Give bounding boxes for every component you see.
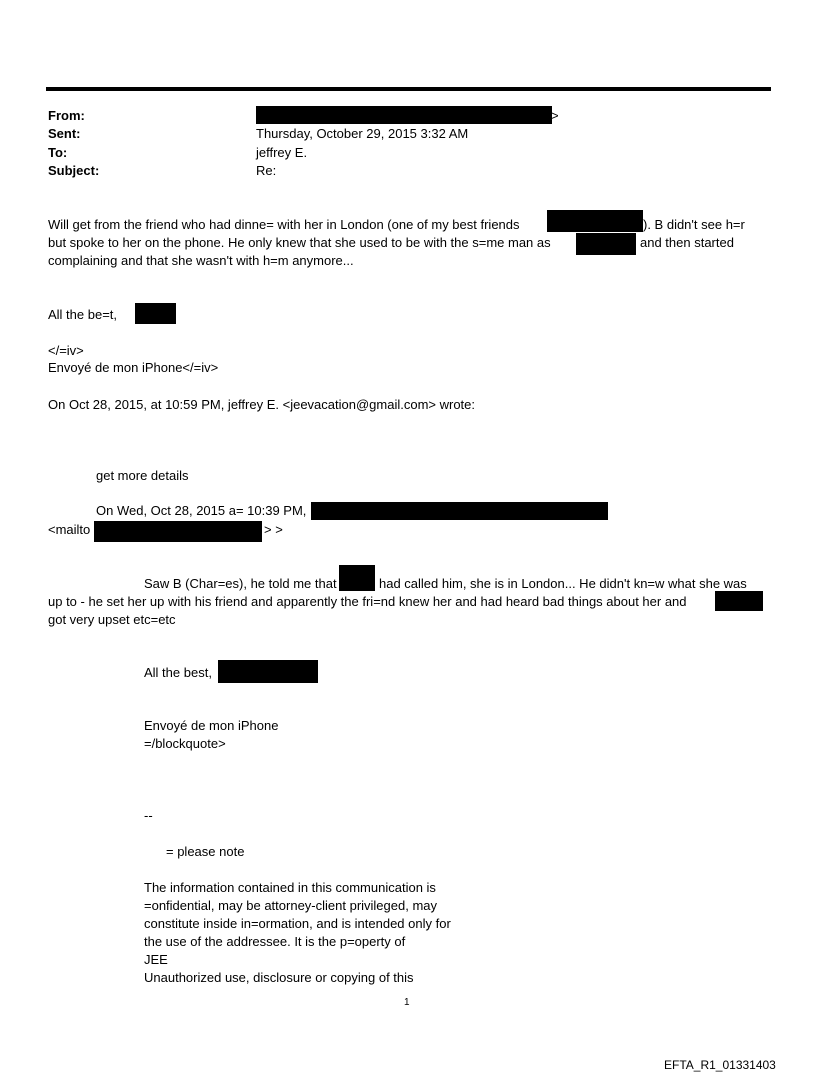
redaction-mailto xyxy=(94,521,262,542)
get-more-details: get more details xyxy=(96,468,189,483)
subject-value: Re: xyxy=(256,163,277,178)
redaction-signature-2 xyxy=(218,660,318,683)
blockquote-close: =/blockquote> xyxy=(144,736,226,751)
header-rule xyxy=(46,87,771,91)
mailto-line: <mailto xyxy=(48,522,91,537)
envoye-2: Envoyé de mon iPhone xyxy=(144,718,279,733)
from-suffix: > xyxy=(551,108,559,123)
redaction-friend xyxy=(547,210,643,232)
from-label: From: xyxy=(48,108,85,123)
signoff-1: All the be=t, xyxy=(48,307,118,322)
body-line-2a: but spoke to her on the phone. He only knew that she used to be with the s=me man as xyxy=(48,235,551,250)
document-id: EFTA_R1_01331403 xyxy=(664,1058,776,1072)
sent-label: Sent: xyxy=(48,126,81,141)
to-value: jeffrey E. xyxy=(256,145,308,160)
on-wed-line: On Wed, Oct 28, 2015 a= 10:39 PM, xyxy=(96,503,307,518)
disclaimer-line-1: The information contained in this communication is xyxy=(144,880,436,895)
quote-line-2a: up to - he set her up with his friend and apparently the fri=nd knew her and had heard bad things about her and xyxy=(48,594,687,609)
disclaimer-line-4: the use of the addressee. It is the p=operty of xyxy=(144,934,406,949)
body-line-2b: and then started xyxy=(640,235,734,250)
quote-line-3: got very upset etc=etc xyxy=(48,612,176,627)
div-close: </=iv> xyxy=(48,343,84,358)
on-wrote-line: On Oct 28, 2015, at 10:59 PM, jeffrey E. <jeevacation@gmail.com> wrote: xyxy=(48,397,476,412)
quote-line-1a: Saw B (Char=es), he told me that xyxy=(144,576,337,591)
redaction-signature-1 xyxy=(135,303,176,324)
quote-line-1b: had called him, she is in London... He didn't kn=w what she was xyxy=(379,576,747,591)
mailto-end: > > xyxy=(264,522,283,537)
body-line-1b: ). B didn't see h=r xyxy=(643,217,745,232)
redaction-sender xyxy=(311,502,608,520)
redaction-name-1 xyxy=(339,565,375,591)
body-line-1a: Will get from the friend who had dinne= with her in London (one of my best friends xyxy=(48,217,520,232)
body-line-3: complaining and that she wasn't with h=m anymore... xyxy=(48,253,354,268)
please-note: = please note xyxy=(166,844,245,859)
disclaimer-line-5: JEE xyxy=(144,952,168,967)
sent-value: Thursday, October 29, 2015 3:32 AM xyxy=(256,126,469,141)
to-label: To: xyxy=(48,145,68,160)
subject-label: Subject: xyxy=(48,163,100,178)
disclaimer-line-3: constitute inside in=ormation, and is intended only for xyxy=(144,916,451,931)
redaction-from xyxy=(256,106,552,124)
signoff-2: All the best, xyxy=(144,665,212,680)
disclaimer-line-6: Unauthorized use, disclosure or copying of this xyxy=(144,970,414,985)
disclaimer-line-2: =onfidential, may be attorney-client privileged, may xyxy=(144,898,438,913)
page-number: 1 xyxy=(404,997,410,1008)
redaction-man xyxy=(576,233,636,255)
signature-dashes: -- xyxy=(144,808,153,823)
envoye-1: Envoyé de mon iPhone</=iv> xyxy=(48,360,219,375)
redaction-name-2 xyxy=(715,591,763,611)
